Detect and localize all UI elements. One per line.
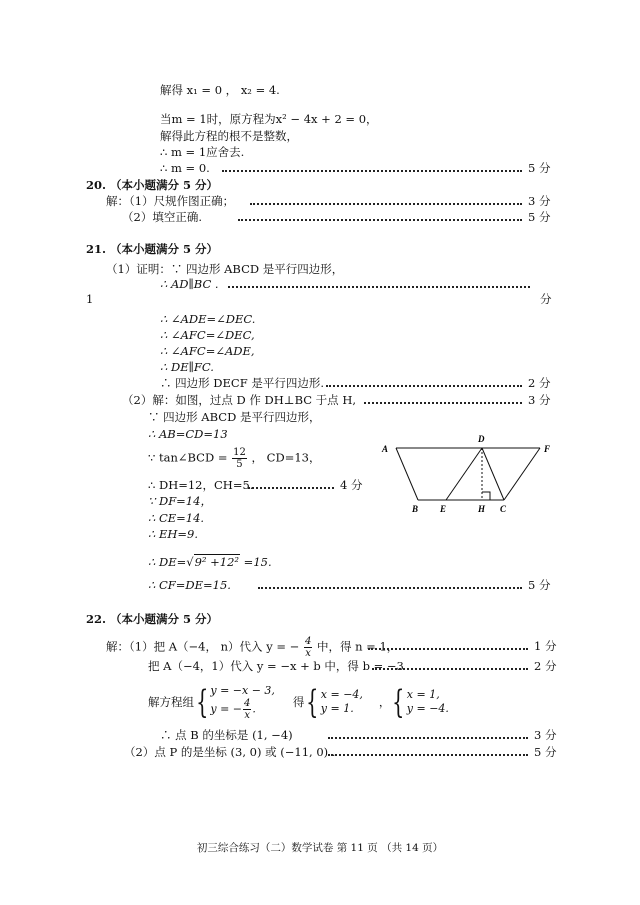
- leader-dots: [372, 667, 528, 670]
- label-c: C: [500, 504, 507, 514]
- line-fc: [504, 448, 540, 500]
- q21-heading: 21. （本小题满分 5 分）: [86, 242, 219, 256]
- solution-a-y: y = 1.: [320, 702, 354, 715]
- q19-line-2: 当m = 1时，原方程为x² − 4x + 2 = 0，: [160, 112, 378, 126]
- solution-b-y: y = −4.: [406, 702, 449, 715]
- page-footer: 初三综合练习（二）数学试卷 第 11 页 （共 14 页）: [196, 842, 444, 854]
- leader-dots: [250, 202, 522, 205]
- score-label: 1 分: [534, 639, 557, 653]
- q20-heading: 20. （本小题满分 5 分）: [86, 178, 219, 192]
- leader-dots: [368, 647, 528, 650]
- leader-dots: [258, 586, 522, 589]
- fraction-denominator: x: [244, 709, 251, 721]
- right-angle-mark: [482, 492, 490, 500]
- solution-b-x: x = 1,: [406, 688, 440, 701]
- score-label: 2 分: [534, 659, 557, 673]
- label-f: F: [544, 444, 551, 454]
- q21-solution-line-1: （2）解：如图，过点 D 作 DH⊥BC 于点 H,: [122, 393, 357, 407]
- equation-system: [210, 684, 275, 721]
- leader-dots: [326, 384, 522, 387]
- label-e: E: [440, 504, 447, 514]
- q21-solution-line-6: ∵ DF=14，: [148, 494, 212, 508]
- q20-answer-1: 解：（1）尺规作图正确；: [106, 194, 235, 208]
- q21-solution-line-2: ∵ 四边形 ABCD 是平行四边形，: [148, 410, 321, 424]
- system-fraction: [243, 698, 251, 721]
- q22-line-1-text: 解：（1）把 A（−4， n）代入 y = −: [106, 639, 300, 654]
- q22-line-2: 把 A（−4，1）代入 y = −x + b 中，得 b = −3: [148, 659, 404, 673]
- q19-line-4: ∴ m = 1应舍去.: [160, 145, 245, 159]
- solution-b: [407, 688, 449, 716]
- line-de: [446, 448, 482, 500]
- q19-line-3: 解得此方程的根不是整数，: [160, 129, 298, 143]
- tan-text: ∵ tan∠BCD =: [148, 450, 228, 465]
- q21-proof-line-3: ∴ ∠ADE=∠DEC.: [160, 312, 256, 326]
- q21-solution-line-9: ∴ DE=√9² +12² =15.: [148, 555, 272, 569]
- comma: ，: [378, 694, 391, 709]
- sqrt-radicand: 9² +12²: [194, 555, 240, 569]
- score-label: 5 分: [534, 745, 557, 759]
- q21-solution-line-7: ∴ CE=14.: [148, 511, 205, 525]
- q22-line-5: （2）点 P 的是坐标 (3, 0) 或 (−11, 0) .: [124, 745, 336, 759]
- q21-proof-line-6: ∴ DE∥FC.: [160, 360, 214, 374]
- score-label: 5 分: [528, 161, 551, 175]
- leader-dots: [222, 169, 522, 172]
- q21-proof-line-7: ∴ 四边形 DECF 是平行四边形.: [160, 376, 325, 390]
- leader-dots: [248, 486, 334, 489]
- solution-a: [321, 688, 363, 716]
- score-number: 1: [86, 292, 94, 306]
- get-text: 得: [292, 694, 305, 709]
- score-label: 3 分: [528, 393, 551, 407]
- score-label: 3 分: [528, 194, 551, 208]
- label-a: A: [382, 444, 389, 454]
- fraction-denominator: x: [305, 648, 311, 659]
- brace-icon: {: [196, 683, 209, 721]
- q20-answer-2: （2）填空正确.: [122, 210, 202, 224]
- score-label: 分: [540, 292, 552, 306]
- brace-icon: {: [306, 683, 319, 721]
- leader-dots: [228, 285, 530, 288]
- q19-line-1: 解得 x₁ = 0 ， x₂ = 4.: [160, 83, 280, 97]
- label-h: H: [478, 504, 486, 514]
- de-text: ∴ DE=: [148, 555, 187, 569]
- leader-dots: [328, 753, 528, 756]
- q21-proof-line-5: ∴ ∠AFC=∠ADE,: [160, 344, 255, 358]
- leader-dots: [238, 218, 522, 221]
- system-eq-2: [210, 698, 275, 721]
- system-eq-2-text: y = −: [210, 702, 243, 715]
- leader-dots: [328, 736, 528, 739]
- q21-solution-line-5: ∴ DH=12，CH=5.: [148, 478, 254, 492]
- hyperbola-fraction: [304, 636, 312, 659]
- fraction-numerator: 4: [244, 697, 251, 709]
- system-eq-2-end: .: [252, 702, 256, 715]
- q21-solution-line-4: [148, 447, 320, 470]
- q21-solution-line-8: ∴ EH=9.: [148, 527, 199, 541]
- q22-line-1: [106, 636, 398, 659]
- q21-proof-line-2: ∴ AD∥BC .: [160, 277, 219, 291]
- q21-solution-line-10: ∴ CF=DE=15.: [148, 578, 231, 592]
- fraction-numerator: 12: [233, 447, 246, 458]
- brace-icon: {: [392, 683, 405, 721]
- cd-text: ， CD=13，: [251, 450, 321, 465]
- q21-solution-line-3: ∴ AB=CD=13: [148, 427, 228, 441]
- system-eq-1: y = −x − 3,: [210, 683, 275, 697]
- fraction-numerator: 4: [304, 636, 312, 647]
- score-label: 5 分: [528, 210, 551, 224]
- line-ab: [396, 448, 418, 500]
- q22-heading: 22. （本小题满分 5 分）: [86, 612, 219, 626]
- de-result: =15.: [240, 555, 272, 569]
- leader-dots: [364, 401, 522, 404]
- solve-system-text: 解方程组: [148, 694, 194, 709]
- solution-a-x: x = −4,: [320, 688, 363, 701]
- label-d: D: [478, 434, 485, 444]
- score-label: 3 分: [534, 728, 557, 742]
- q22-line-4: ∴ 点 B 的坐标是 (1, −4): [160, 728, 293, 742]
- fraction-denominator: 5: [236, 459, 243, 470]
- q21-proof-line-4: ∴ ∠AFC=∠DEC,: [160, 328, 255, 342]
- label-b: B: [412, 504, 419, 514]
- score-label: 4 分: [340, 478, 363, 492]
- q22-system-line: [148, 680, 449, 724]
- q19-line-5: ∴ m = 0.: [160, 161, 210, 175]
- q22-line-1-result: 中，得 n = 1，: [316, 639, 399, 654]
- q21-proof-line-1: （1）证明：∵ 四边形 ABCD 是平行四边形，: [106, 262, 344, 276]
- parallelogram-figure: [376, 430, 556, 516]
- score-label: 5 分: [528, 578, 551, 592]
- score-label: 2 分: [528, 376, 551, 390]
- tan-fraction: [232, 447, 247, 470]
